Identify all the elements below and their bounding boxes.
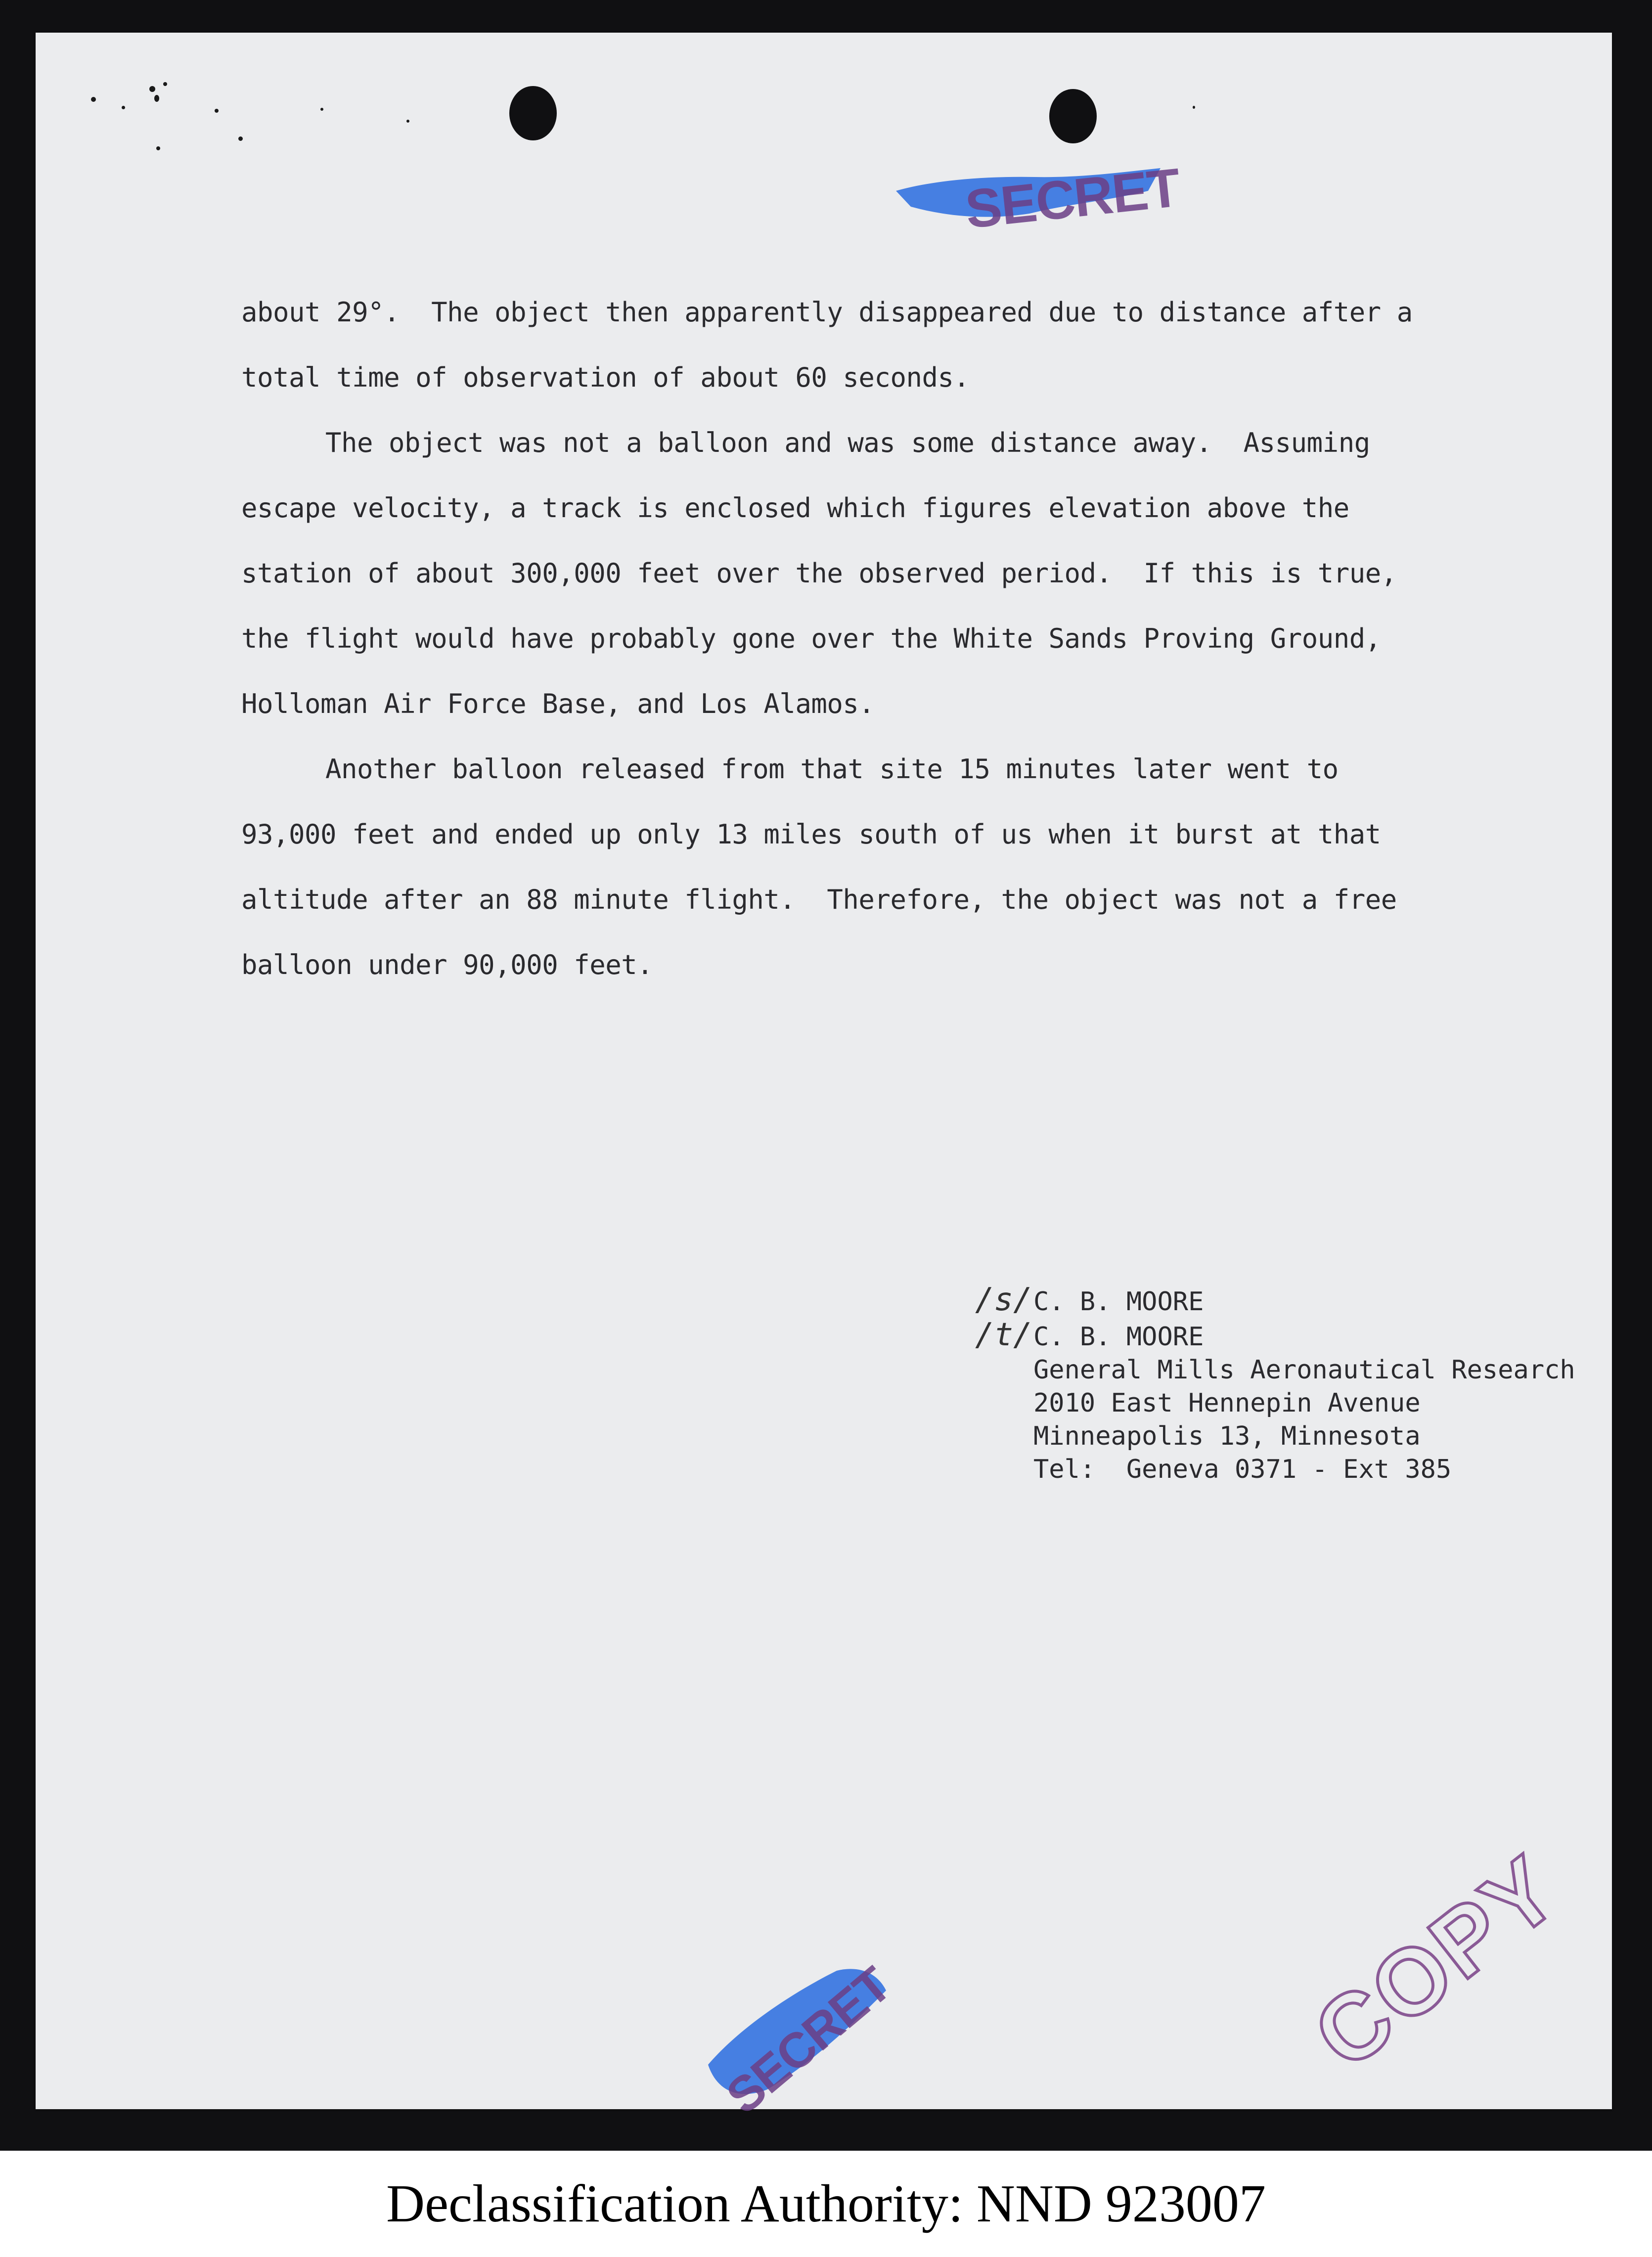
- body-line: station of about 300,000 feet over the observed period. If this is true,: [241, 558, 1397, 589]
- copy-stamp-text: COPY: [1295, 1835, 1579, 2089]
- body-line: 93,000 feet and ended up only 13 miles south of us when it burst at that: [241, 819, 1381, 850]
- body-line: The object was not a balloon and was some distance away. Assuming: [325, 427, 1370, 458]
- city-row: [975, 1420, 1575, 1453]
- paragraph-3: [241, 737, 1527, 998]
- signature-block: [975, 1283, 1575, 1486]
- organization-row: [975, 1354, 1575, 1387]
- phone-number: Tel: Geneva 0371 - Ext 385: [1033, 1455, 1452, 1484]
- paper-speck: [149, 86, 155, 92]
- secret-stamp-top: [891, 127, 1183, 255]
- footer-bar: [0, 2151, 1652, 2257]
- paper-speck: [238, 136, 243, 141]
- body-line: balloon under 90,000 feet.: [241, 949, 653, 980]
- document-page: [36, 33, 1612, 2124]
- secret-stamp-bottom: [678, 1951, 916, 2124]
- body-line: total time of observation of about 60 seconds.: [241, 362, 970, 393]
- punch-hole-left: [509, 86, 557, 140]
- paper-speck: [91, 97, 96, 102]
- typed-mark: /t/: [975, 1317, 1032, 1353]
- typed-row: [975, 1319, 1575, 1354]
- body-line: escape velocity, a track is enclosed which figures elevation above the: [241, 492, 1349, 524]
- paragraph-2: [241, 410, 1527, 737]
- copy-stamp: [1272, 1832, 1579, 2089]
- street-row: [975, 1387, 1575, 1420]
- organization: General Mills Aeronautical Research: [1033, 1355, 1575, 1385]
- paper-speck: [215, 109, 219, 113]
- letter-body: [241, 280, 1527, 998]
- paper-speck: [156, 146, 160, 150]
- body-line: altitude after an 88 minute flight. Therefore, the object was not a free: [241, 884, 1397, 915]
- paper-speck: [1193, 106, 1195, 109]
- signed-mark: /s/: [975, 1282, 1032, 1318]
- typed-name: C. B. MOORE: [1033, 1322, 1204, 1352]
- secret-stamp-top-text: SECRET: [962, 157, 1183, 240]
- body-line: Another balloon released from that site 15 minutes later went to: [325, 753, 1339, 785]
- paper-speck: [320, 108, 323, 111]
- paper-speck: [163, 82, 167, 86]
- paper-speck: [122, 106, 125, 109]
- paper-speck: [154, 95, 159, 102]
- signed-row: [975, 1283, 1575, 1319]
- street-address: 2010 East Hennepin Avenue: [1033, 1388, 1421, 1418]
- signed-name: C. B. MOORE: [1033, 1287, 1204, 1317]
- body-line: the flight would have probably gone over the White Sands Proving Ground,: [241, 623, 1381, 654]
- city-address: Minneapolis 13, Minnesota: [1033, 1421, 1421, 1451]
- declassification-authority: Declassification Authority: NND 923007: [386, 2174, 1266, 2233]
- body-line: about 29°. The object then apparently disappeared due to distance after a: [241, 297, 1413, 328]
- body-line: Holloman Air Force Base, and Los Alamos.: [241, 688, 875, 719]
- secret-stamp-bottom-text: SECRET: [716, 1957, 901, 2124]
- paragraph-1: [241, 280, 1527, 410]
- phone-row: [975, 1453, 1575, 1486]
- paper-speck: [406, 120, 409, 123]
